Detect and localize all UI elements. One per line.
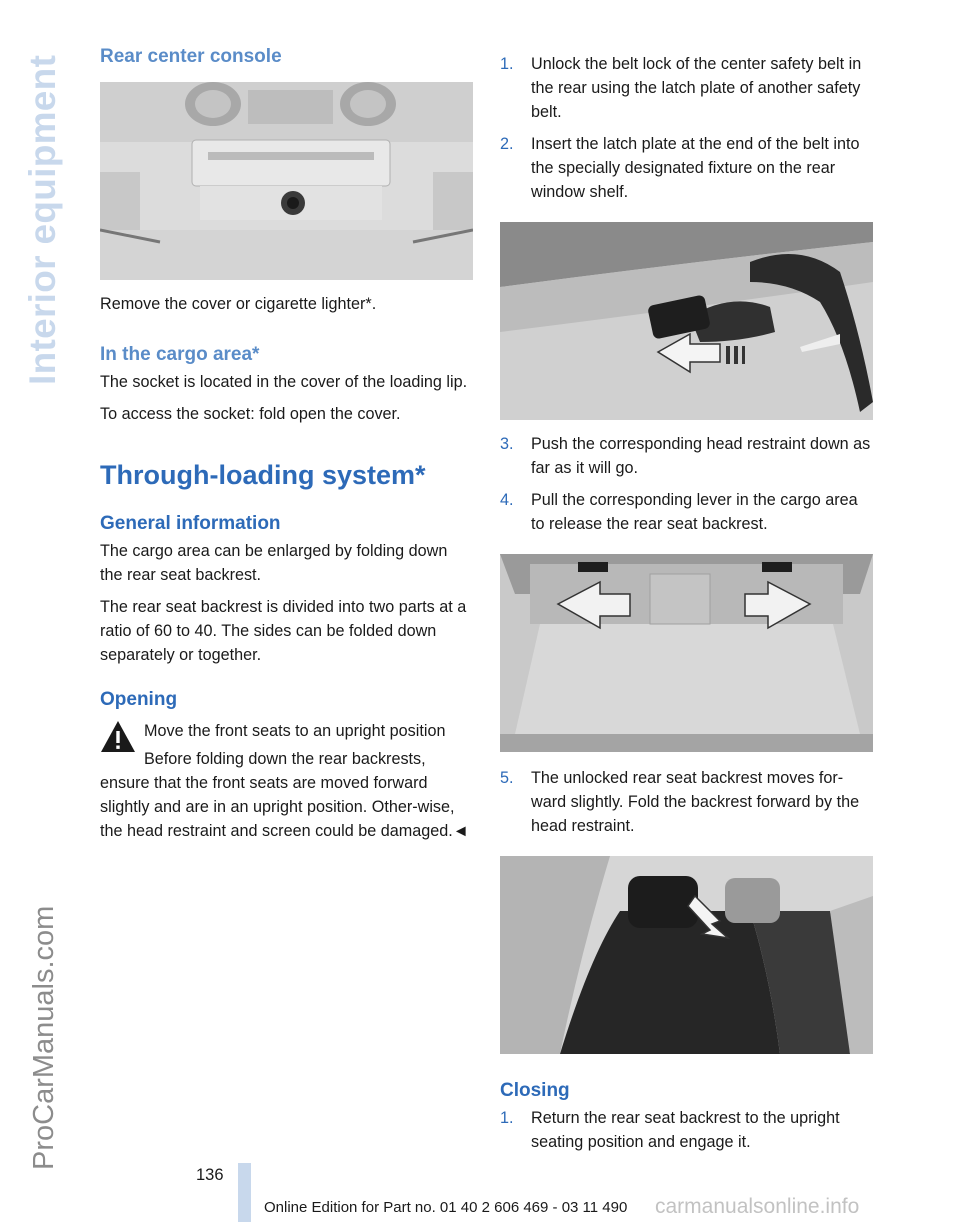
warning-text — [100, 747, 473, 843]
step-number: 4. — [500, 491, 514, 509]
step-text: The unlocked rear seat backrest moves for-ward slightly. Fold the backrest forward by the head restraint. — [531, 769, 860, 835]
step-item — [500, 1106, 875, 1154]
warning-text-content: Before folding down the rear backrests, ensure that the front seats are moved forward slightly and are in an upright position. Other-wise, the head restraint and screen could be damaged.◄ — [100, 750, 469, 840]
right-column — [500, 52, 875, 1154]
step-number: 1. — [500, 1109, 514, 1127]
step-item — [500, 488, 875, 536]
step-item — [500, 766, 875, 838]
opening-heading: Opening — [100, 689, 178, 710]
closing-heading: Closing — [500, 1080, 570, 1101]
warning-note — [100, 719, 473, 843]
warning-title: Move the front seats to an upright position — [144, 722, 446, 740]
left-column — [100, 46, 473, 843]
cargo-text-2: To access the socket: fold open the cover. — [100, 405, 401, 423]
general-info-heading: General information — [100, 513, 281, 534]
step-number: 2. — [500, 135, 514, 153]
rear-console-heading: Rear center console — [100, 46, 282, 67]
step-text: Push the corresponding head restraint down as far as it will go. — [531, 435, 871, 477]
step-text: Insert the latch plate at the end of the belt into the specially designated fixture on the rear window shelf. — [531, 135, 860, 201]
warning-triangle-icon — [100, 719, 136, 755]
step-number: 1. — [500, 55, 514, 73]
cargo-area-photo — [500, 554, 873, 752]
seat-backrest-photo — [500, 856, 873, 1054]
step-item — [500, 132, 875, 204]
page-number: 136 — [196, 1166, 224, 1184]
general-text-1: The cargo area can be enlarged by folding down the rear seat backrest. — [100, 542, 448, 584]
step-number: 5. — [500, 769, 514, 787]
cargo-heading: In the cargo area* — [100, 344, 260, 365]
through-loading-heading: Through-loading system* — [100, 460, 426, 490]
general-text-2: The rear seat backrest is divided into two parts at a ratio of 60 to 40. The sides can be folded down separately or together. — [100, 598, 467, 664]
rear-console-text: Remove the cover or cigarette lighter*. — [100, 295, 377, 313]
footer-accent-bar — [238, 1163, 251, 1222]
rear-console-photo — [100, 82, 473, 280]
chapter-title: Interior equipment — [22, 54, 63, 385]
step-text: Pull the corresponding lever in the cargo area to release the rear seat backrest. — [531, 491, 858, 533]
site-watermark: carmanualsonline.info — [655, 1195, 860, 1218]
step-text: Unlock the belt lock of the center safety belt in the rear using the latch plate of another safety belt. — [531, 55, 862, 121]
edition-text: Online Edition for Part no. 01 40 2 606 469 - 03 11 490 — [264, 1199, 628, 1216]
cargo-text-1: The socket is located in the cover of the loading lip. — [100, 373, 468, 391]
step-text: Return the rear seat backrest to the upright seating position and engage it. — [531, 1109, 840, 1151]
site-watermark-vertical: ProCarManuals.com — [28, 905, 60, 1170]
step-number: 3. — [500, 435, 514, 453]
step-item — [500, 52, 875, 124]
step-item — [500, 432, 875, 480]
belt-latch-photo — [500, 222, 873, 420]
